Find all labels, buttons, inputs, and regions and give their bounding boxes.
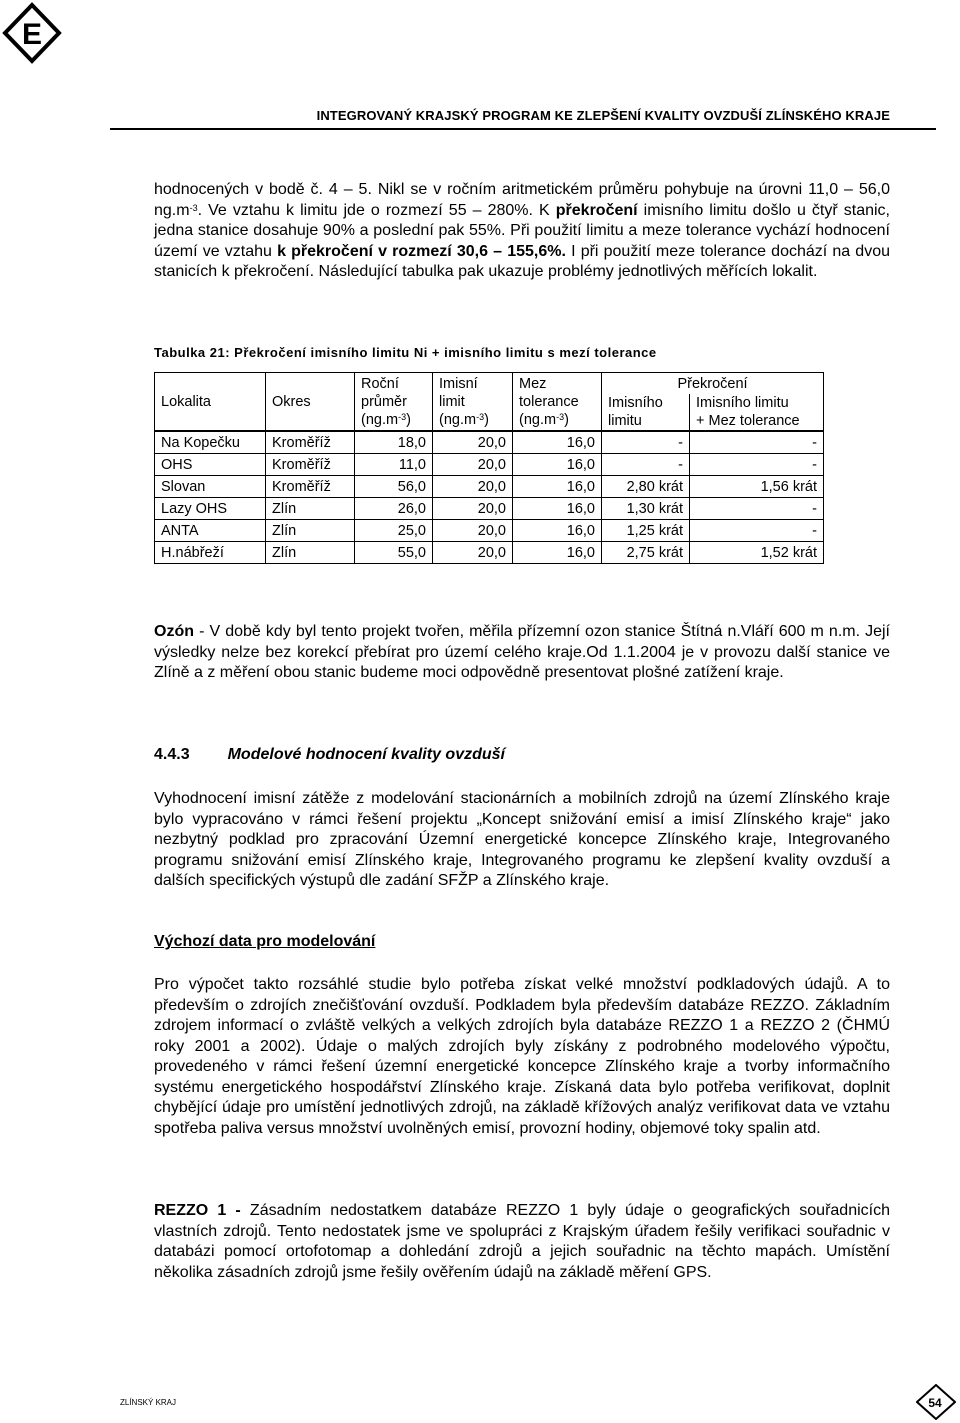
header-imisni-limit: Imisní limit $(ng.m^{-3})$ [433, 373, 513, 432]
section-title: Modelové hodnocení kvality ovzduší [227, 746, 505, 763]
section-paragraph: Vyhodnocení imisní zátěže z modelování stacionárních a mobilních zdrojů na území Zlínského kraje bylo vypracováno v rámci řešení projektu „Koncept snižování emisí a imisí Zlínského kraje“ jako nezbytný podklad pro zpracování Územní energetické koncepce Zlínského kraje, Integrovaného programu snižování emisí Zlínského kraje, Integrovaného programu ke zlepšení kvality ovzduší a dalších specifických výstupů dle zadání SFŽP a Zlínského kraje. [154, 790, 890, 889]
header-mez-tolerance: Mez tolerance $(ng.m^{-3})$ [513, 373, 602, 432]
table-row: H.nábřeží Zlín 55,0 20,0 16,0 2,75 krát 1,52 krát [155, 542, 824, 564]
table-row: Slovan Kroměříž 56,0 20,0 16,0 2,80 krát 1,56 krát [155, 476, 824, 498]
header-imisniho-limitu: Imisního limitu [602, 394, 690, 431]
intro-paragraph: hodnocených v bodě č. 4 – 5. Nikl se v ročním aritmetickém průměru pohybuje na úrovni 11,0 – 56,0 $ng.m^{-3}$. Ve vztahu k limitu jde o rozmezí 55 – 280%. K překročení imisního limitu došlo u čtyř stanic, jedna stanice dosahuje 90% a poslední pak 55%. Při použití limitu a meze tolerance vychází hodnocení území ve vztahu k překročení v rozmezí 30,6 – 155,6%. I při použití meze tolerance dochází na dvou stanicích k překročení. Následující tabulka pak ukazuje problémy jednotlivých měřících lokalit. [154, 181, 891, 280]
header-prekroceni: Překročení [602, 373, 824, 395]
table-row: OHS Kroměříž 11,0 20,0 16,0 - - [155, 454, 824, 476]
header-lokalita: Lokalita [155, 373, 266, 432]
header-divider [110, 128, 936, 130]
vychozi-paragraph: Pro výpočet takto rozsáhlé studie bylo potřeba získat velké množství podkladových údajů. A to především o zdrojích znečišťování ovzduší. Podkladem byla především databáze REZZO. Základním zdrojem informací o zvláště velkých a velkých zdrojích byla databáze REZZO 1 a REZZO 2 (ČHMÚ roky 2001 a 2002). Údaje o malých zdrojích byly získány z podrobného modelového výpočtu, provedeného v rámci řešení územní energetické koncepce Zlínského kraje a tvorby informačního systému energetického hospodářství Zlínského kraje. Získaná data bylo potřeba verifikovat, doplnit chybějící údaje pro umístění jednotlivých zdrojů, na základě křížových analýz verifikovat data ve vztahu spotřeba paliva versus množství uvolněných emisí, provozní hodiny, objemové toky spalin atd. [154, 976, 890, 1137]
table-row: Na Kopečku Kroměříž 18,0 20,0 16,0 - - [155, 431, 824, 454]
logo-letter: E [21, 18, 43, 51]
ozon-paragraph: Ozón - V době kdy byl tento projekt tvořen, měřila přízemní ozon stanice Štítná n.Vláří 600 m n.m. Její výsledky nelze bez korekcí přebírat pro území celého kraje.Od 1.1.2004 je v provozu další stanice ve Zlíně a z měření obou stanic budeme moci odpovědně presentovat plošné zatížení kraje. [154, 623, 890, 681]
footer-region-label: ZLÍNSKÝ KRAJ [120, 1398, 177, 1407]
rezzo-paragraph: REZZO 1 - Zásadním nedostatkem databáze REZZO 1 byly údaje o geografických souřadnicích vlastních zdrojů. Tento nedostatek jsme ve spolupráci z Krajským úřadem řešily verifikaci souřadnic v databázi pomocí ortofotomap a dohledání zdrojů a jejich souřadnic na těchto mapách. Umístění několika zásadních zdrojů jsme řešily ověřením údajů na základě měření GPS. [154, 1202, 890, 1281]
subheading-vychozi-data: Výchozí data pro modelování [154, 933, 376, 950]
document-header-title: INTEGROVANÝ KRAJSKÝ PROGRAM KE ZLEPŠENÍ KVALITY OVZDUŠÍ ZLÍNSKÉHO KRAJE [316, 108, 890, 123]
table-row: Lazy OHS Zlín 26,0 20,0 16,0 1,30 krát - [155, 498, 824, 520]
page-number: 54 [928, 1396, 942, 1410]
header-okres: Okres [266, 373, 355, 432]
section-number: 4.4.3 [154, 746, 190, 763]
company-logo [2, 2, 62, 66]
data-table [154, 372, 824, 564]
header-imisniho-limitu-mez: Imisního limitu + Mez tolerance [690, 394, 824, 431]
header-rocni-prumer: Roční průměr $(ng.m^{-3})$ [355, 373, 433, 432]
table-caption: Tabulka 21: Překročení imisního limitu Ni + imisního limitu s mezí tolerance [154, 345, 657, 360]
section-heading [154, 746, 505, 764]
table-row: ANTA Zlín 25,0 20,0 16,0 1,25 krát - [155, 520, 824, 542]
